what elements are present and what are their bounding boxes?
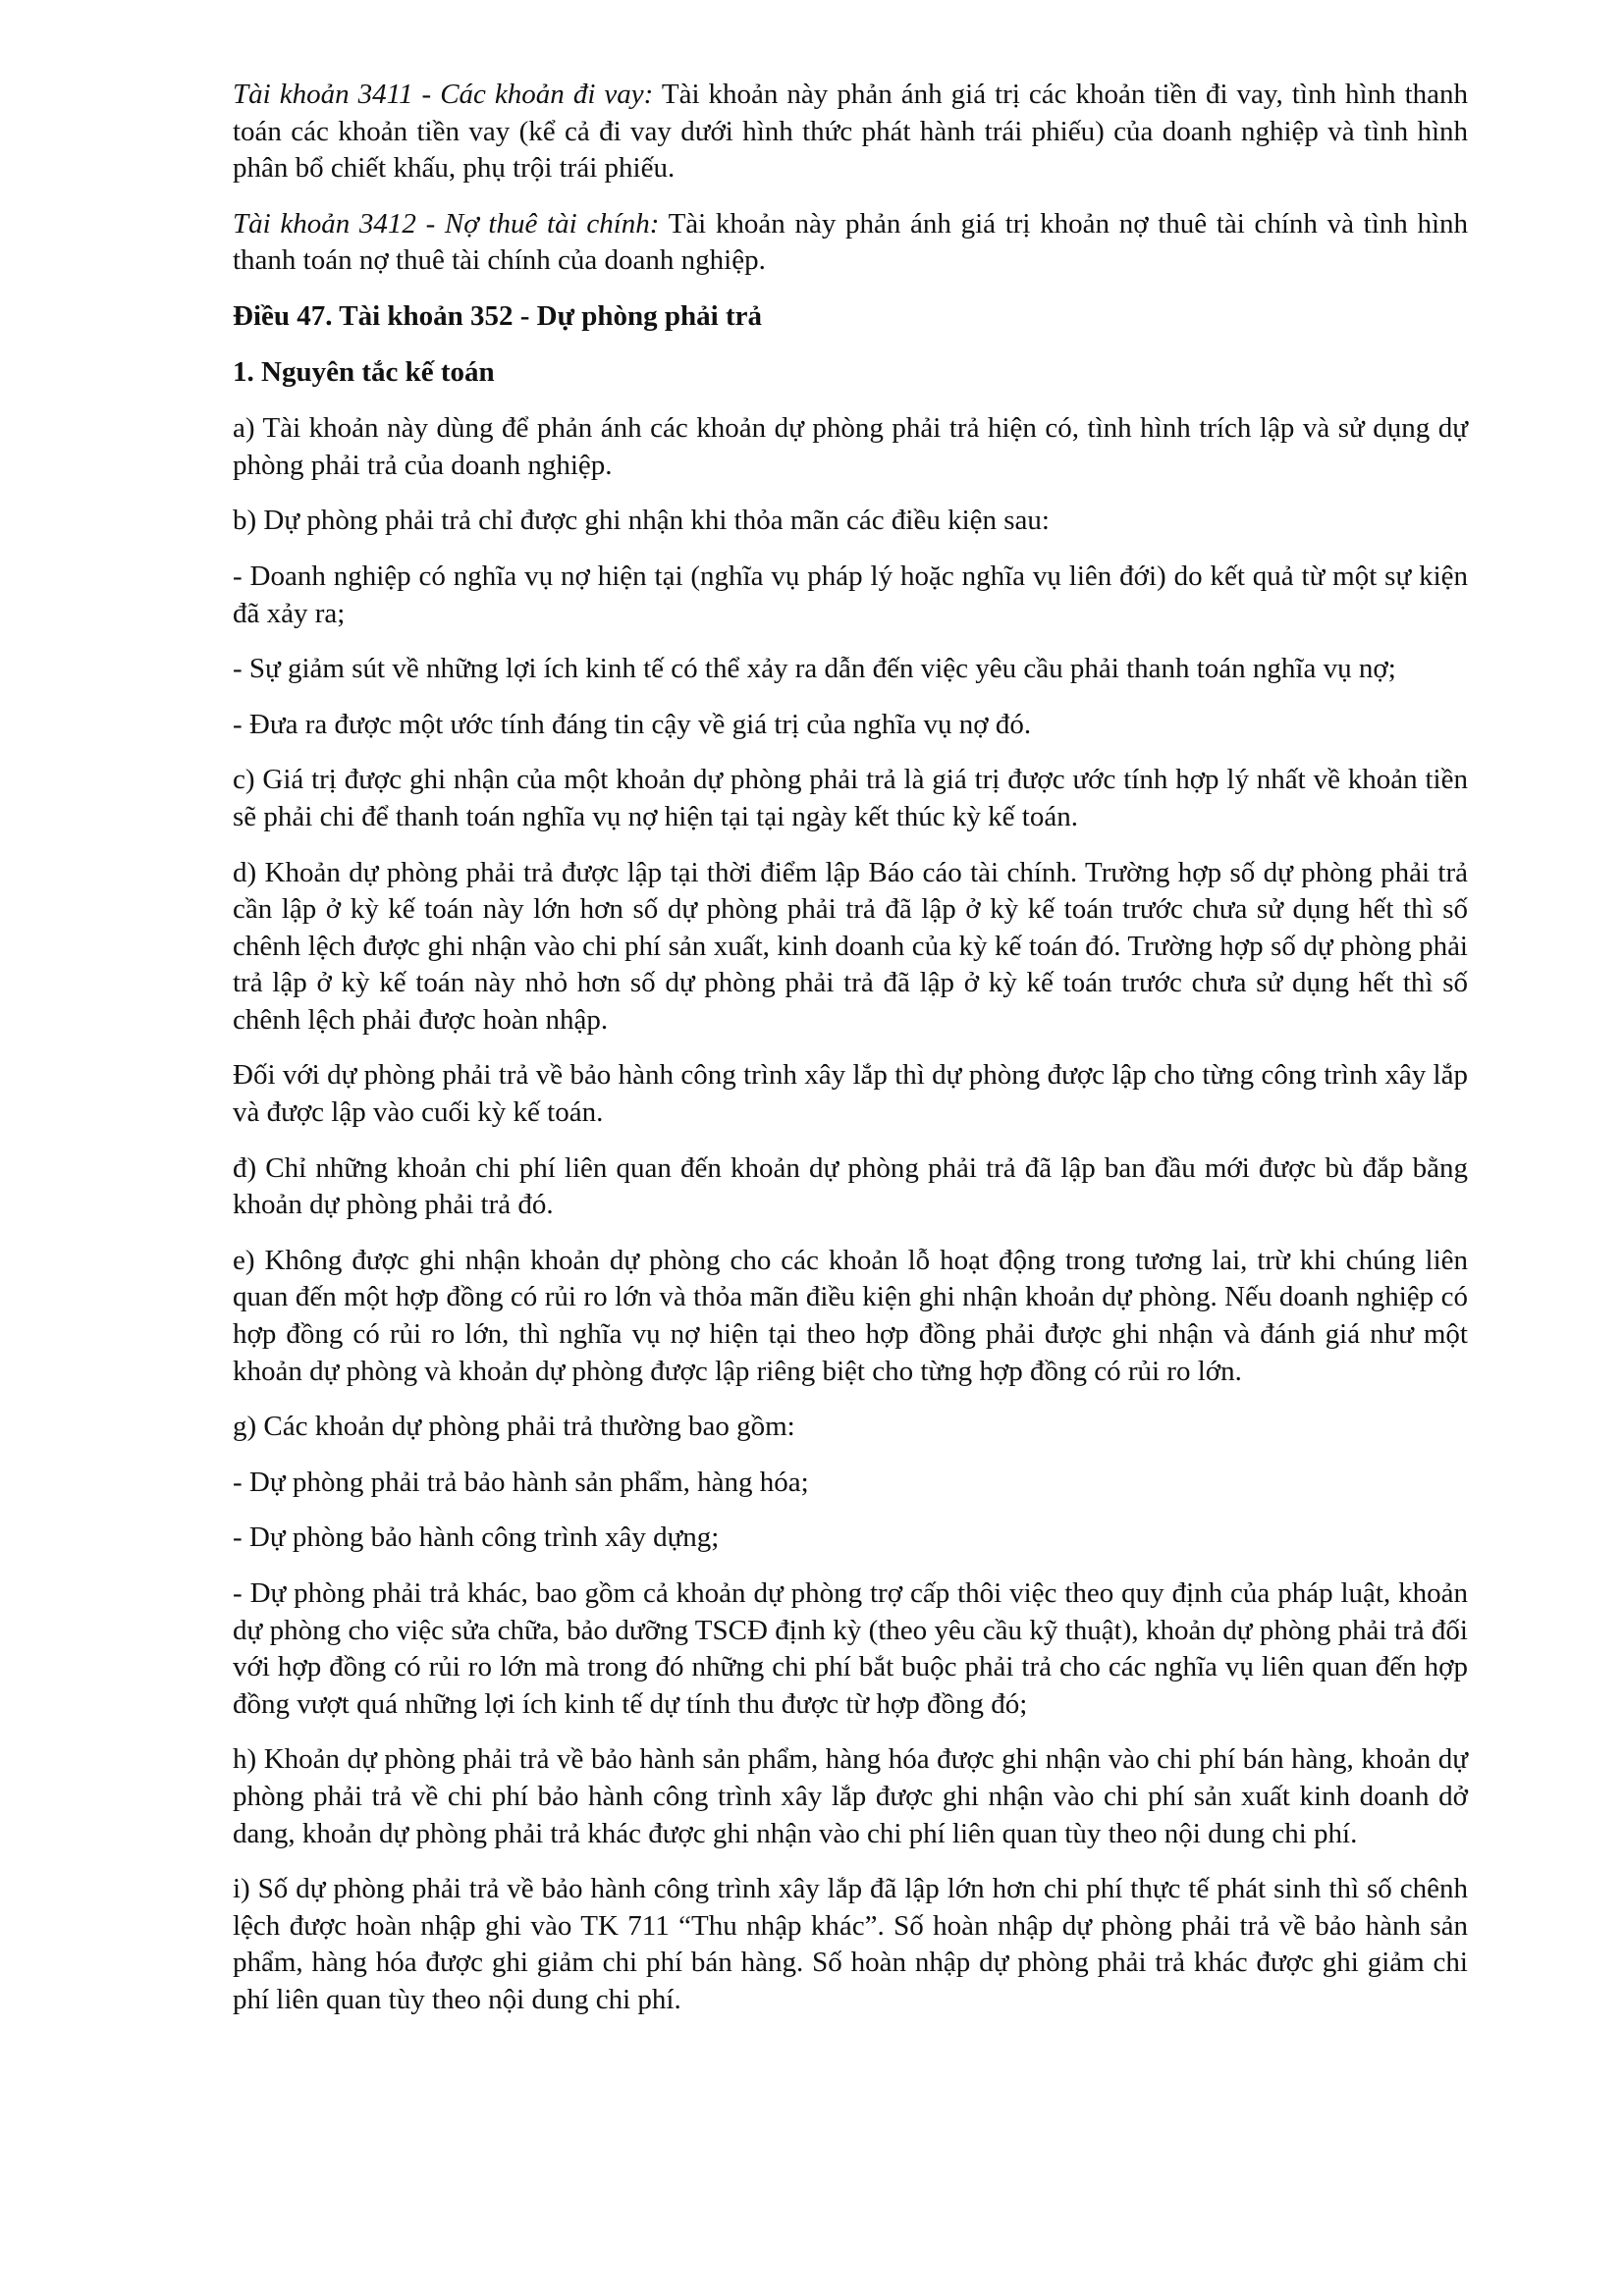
paragraph-h: h) Khoản dự phòng phải trả về bảo hành sản phẩm, hàng hóa được ghi nhận vào chi phí bán hàng, khoản dự phòng phải trả về chi phí bảo hành công trình xây lắp được ghi nhận vào chi phí sản xuất kinh doanh dở dang, khoản dự phòng phải trả khác được ghi nhận vào chi phí liên quan tùy theo nội dung chi phí. — [233, 1743, 1468, 1849]
paragraph-dd: đ) Chỉ những khoản chi phí liên quan đến khoản dự phòng phải trả đã lập ban đầu mới được bù đắp bằng khoản dự phòng phải trả đó. — [233, 1151, 1468, 1221]
paragraph-account-3412 — [233, 206, 1468, 280]
account-3412-lead: Tài khoản 3412 - Nợ thuê tài chính: — [233, 207, 660, 240]
account-3411-lead: Tài khoản 3411 - Các khoản đi vay: — [233, 79, 654, 110]
paragraph-e: e) Không được ghi nhận khoản dự phòng cho các khoản lỗ hoạt động trong tương lai, trừ khi chúng liên quan đến một hợp đồng có rủi ro lớn và thỏa mãn điều kiện ghi nhận khoản dự phòng. Nếu doanh nghiệp có hợp đồng có rủi ro lớn, thì nghĩa vụ nợ hiện tại theo hợp đồng phải được ghi nhận và đánh giá như một khoản dự phòng và khoản dự phòng được lập riêng biệt cho từng hợp đồng có rủi ro lớn. — [233, 1244, 1468, 1387]
paragraph-a: a) Tài khoản này dùng để phản ánh các khoản dự phòng phải trả hiện có, tình hình trích lập và sử dụng dự phòng phải trả của doanh nghiệp. — [233, 412, 1468, 481]
account-3411-text: Tài khoản này phản ánh giá trị các khoản tiền đi vay, tình hình thanh toán các khoản tiền vay (kể cả đi vay dưới hình thức phát hành trái phiếu) của doanh nghiệp và tình hình phân bổ chiết khấu, phụ trội trái phiếu. — [233, 79, 1468, 185]
document-page — [233, 77, 1468, 2038]
paragraph-d-construction: Đối với dự phòng phải trả về bảo hành công trình xây lắp thì dự phòng được lập cho từng công trình xây lắp và được lập vào cuối kỳ kế toán. — [233, 1059, 1468, 1129]
paragraph-b-condition-2: - Sự giảm sút về những lợi ích kinh tế có thể xảy ra dẫn đến việc yêu cầu phải thanh toán nghĩa vụ nợ; — [233, 653, 1396, 685]
section-heading: 1. Nguyên tắc kế toán — [233, 356, 495, 389]
paragraph-g-item-2: - Dự phòng bảo hành công trình xây dựng; — [233, 1522, 720, 1554]
paragraph-g: g) Các khoản dự phòng phải trả thường bao gồm: — [233, 1411, 795, 1443]
paragraph-b: b) Dự phòng phải trả chỉ được ghi nhận khi thỏa mãn các điều kiện sau: — [233, 505, 1050, 537]
paragraph-g-item-3: - Dự phòng phải trả khác, bao gồm cả khoản dự phòng trợ cấp thôi việc theo quy định của pháp luật, khoản dự phòng cho việc sửa chữa, bảo dưỡng TSCĐ định kỳ (theo yêu cầu kỹ thuật), khoản dự phòng phải trả đối với hợp đồng có rủi ro lớn mà trong đó những chi phí bắt buộc phải trả cho các nghĩa vụ liên quan đến hợp đồng vượt quá những lợi ích kinh tế dự tính thu được từ hợp đồng đó; — [233, 1577, 1468, 1720]
paragraph-b-condition-1: - Doanh nghiệp có nghĩa vụ nợ hiện tại (nghĩa vụ pháp lý hoặc nghĩa vụ liên đới) do kết quả từ một sự kiện đã xảy ra; — [233, 560, 1468, 629]
paragraph-c: c) Giá trị được ghi nhận của một khoản dự phòng phải trả là giá trị được ước tính hợp lý nhất về khoản tiền sẽ phải chi để thanh toán nghĩa vụ nợ hiện tại tại ngày kết thúc kỳ kế toán. — [233, 764, 1468, 832]
paragraph-g-item-1: - Dự phòng phải trả bảo hành sản phẩm, hàng hóa; — [233, 1466, 809, 1498]
paragraph-i: i) Số dự phòng phải trả về bảo hành công trình xây lắp đã lập lớn hơn chi phí thực tế phát sinh thì số chênh lệch được hoàn nhập ghi vào TK 711 “Thu nhập khác”. Số hoàn nhập dự phòng phải trả về bảo hành sản phẩm, hàng hóa được ghi giảm chi phí bán hàng. Số hoàn nhập dự phòng phải trả khác được ghi giảm chi phí liên quan tùy theo nội dung chi phí. — [233, 1873, 1468, 2015]
paragraph-d: d) Khoản dự phòng phải trả được lập tại thời điểm lập Báo cáo tài chính. Trường hợp số dự phòng phải trả cần lập ở kỳ kế toán này lớn hơn số dự phòng phải trả đã lập ở kỳ kế toán trước chưa sử dụng hết thì số chênh lệch được ghi nhận vào chi phí sản xuất, kinh doanh của kỳ kế toán đó. Trường hợp số dự phòng phải trả lập ở kỳ kế toán này nhỏ hơn số dự phòng phải trả đã lập ở kỳ kế toán trước chưa sử dụng hết thì số chênh lệch phải được hoàn nhập. — [233, 856, 1468, 1036]
paragraph-b-condition-3: - Đưa ra được một ước tính đáng tin cậy về giá trị của nghĩa vụ nợ đó. — [233, 708, 1032, 740]
article-heading: Điều 47. Tài khoản 352 - Dự phòng phải trả — [233, 299, 762, 332]
paragraph-account-3411 — [233, 77, 1468, 187]
account-3412-text: Tài khoản này phản ánh giá trị khoản nợ thuê tài chính và tình hình thanh toán nợ thuê tài chính của doanh nghiệp. — [233, 207, 1468, 277]
